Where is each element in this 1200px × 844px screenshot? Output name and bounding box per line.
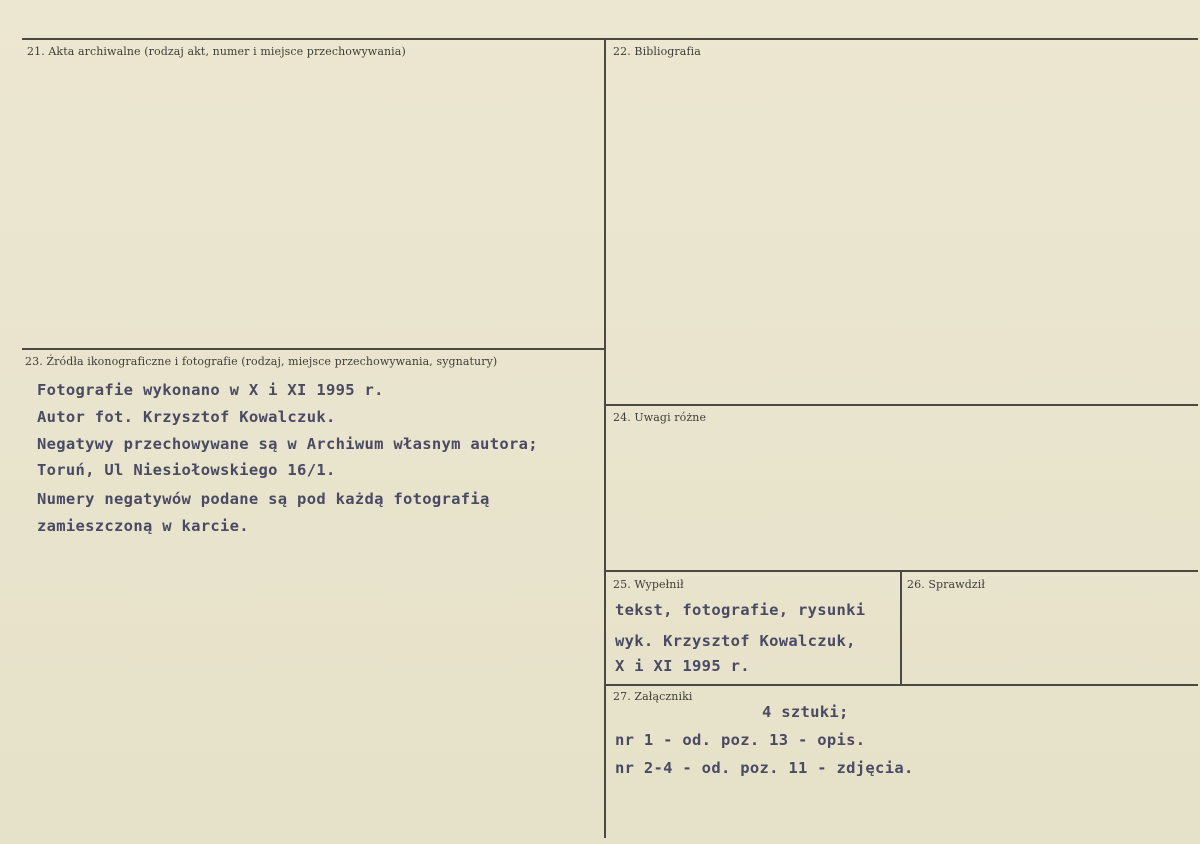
field-25-line: tekst, fotografie, rysunki [615, 601, 866, 619]
field-23-line: Toruń, Ul Niesiołowskiego 16/1. [37, 461, 336, 479]
field-25-label: 25. Wypełnił [613, 578, 684, 591]
divider-21-23 [22, 348, 606, 350]
field-27-line: 4 sztuki; [762, 703, 849, 721]
field-25-line: wyk. Krzysztof Kowalczuk, [615, 632, 856, 650]
field-25-line: X i XI 1995 r. [615, 657, 750, 675]
field-24-label: 24. Uwagi różne [613, 411, 707, 424]
field-23-line: Fotografie wykonano w X i XI 1995 r. [37, 381, 384, 399]
field-23-line: Negatywy przechowywane są w Archiwum własnym autora; [37, 435, 538, 453]
divider-25-26 [900, 570, 902, 686]
field-23-line: zamieszczoną w karcie. [37, 517, 249, 535]
top-border-line [22, 38, 1198, 40]
field-23-line: Autor fot. Krzysztof Kowalczuk. [37, 408, 336, 426]
field-22-label: 22. Bibliografia [613, 45, 701, 58]
divider-22-24 [606, 404, 1198, 406]
field-23-line: Numery negatywów podane są pod każdą fotografią [37, 490, 490, 508]
field-27-line: nr 2-4 - od. poz. 11 - zdjęcia. [615, 759, 914, 777]
divider-25-27 [606, 684, 1198, 686]
field-26-label: 26. Sprawdził [907, 578, 986, 591]
field-23-label: 23. Źródła ikonograficzne i fotografie (rodzaj, miejsce przechowywania, sygnatury) [25, 355, 498, 368]
center-divider-line [604, 38, 606, 838]
field-21-label: 21. Akta archiwalne (rodzaj akt, numer i miejsce przechowywania) [27, 45, 406, 58]
divider-24-25 [606, 570, 1198, 572]
field-27-line: nr 1 - od. poz. 13 - opis. [615, 731, 866, 749]
field-27-label: 27. Załączniki [613, 690, 693, 703]
